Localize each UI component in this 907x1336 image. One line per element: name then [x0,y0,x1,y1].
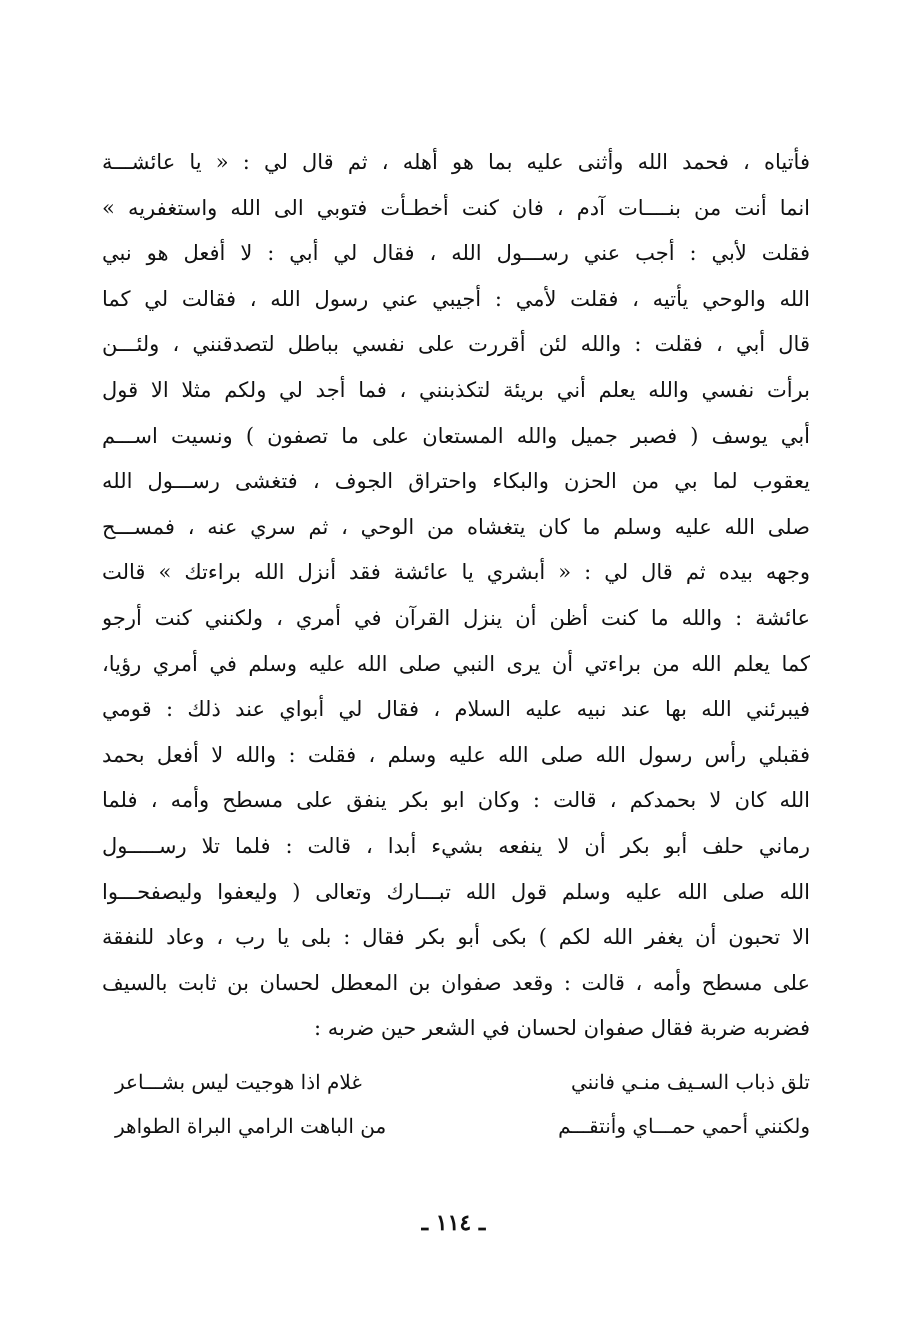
prose-line: برأت نفسي والله يعلم أني بريئة لتكذبنني ، فما أجد لي ولكم مثلا الا قول [102,377,810,402]
prose-line: فيبرئني الله بها عند نبيه عليه السلام ، فقال لي أبواي عند ذلك : قومي [102,697,810,722]
prose-line: الله كان لا بحمدكم ، قالت : وكان ابو بكر ينفق على مسطح وأمه ، فلما [102,788,810,813]
prose-line: فضربه ضربة فقال صفوان لحسان في الشعر حين ضربه : [313,1016,810,1041]
poem-block [115,1060,810,1148]
prose-line: وجهه بيده ثم قال لي : « أبشري يا عائشة فقد أنزل الله براءتك » قالت [102,560,810,585]
prose-line: فقبلي رأس رسول الله صلى الله عليه وسلم ، فقلت : والله لا أفعل بحمد [102,742,810,767]
prose-line: كما يعلم الله من براءتي أن يرى النبي صلى الله عليه وسلم في أمري رؤيا، [102,651,810,676]
prose-line: صلى الله عليه وسلم ما كان يتغشاه من الوحي ، ثم سري عنه ، فمســـح [102,514,810,539]
first-hemistich: تلق ذباب السـيف منـي فانني [571,1070,810,1094]
prose-line: الا تحبون أن يغفر الله لكم ) بكى أبو بكر فقال : بلى يا رب ، وعاد للنفقة [102,925,810,950]
prose-block [102,140,810,1052]
prose-line: أبي يوسف ( فصبر جميل والله المستعان على ما تصفون ) ونسيت اســـم [102,423,810,448]
prose-line: الله صلى الله عليه وسلم قول الله تبـــارك وتعالى ( وليعفوا وليصفحـــوا [102,879,810,904]
prose-line: يعقوب لما بي من الحزن والبكاء واحتراق الجوف ، فتغشى رســـول الله [102,469,810,494]
second-hemistich: غلام اذا هوجيت ليس بشـــاعر [115,1070,362,1094]
second-hemistich: من الباهت الرامي البراة الطواهر [115,1114,387,1138]
prose-line: فأتياه ، فحمد الله وأثنى عليه بما هو أهله ، ثم قال لي : « يا عائشـــة [102,150,810,174]
poem-verse [115,1060,810,1104]
prose-line: فقلت لأبي : أجب عني رســـول الله ، فقال لي أبي : لا أفعل هو نبي [102,241,810,266]
poem-verse [115,1104,810,1148]
prose-line: الله والوحي يأتيه ، فقلت لأمي : أجيبي عني رسول الله ، فقالت لي كما [102,286,810,311]
first-hemistich: ولكنني أحمي حمـــاي وأنتقـــم [558,1114,810,1138]
prose-line: عائشة : والله ما كنت أظن أن ينزل القرآن في أمري ، ولكنني كنت أرجو [102,605,810,630]
prose-line: على مسطح وأمه ، قالت : وقعد صفوان بن المعطل لحسان بن ثابت بالسيف [102,970,810,995]
prose-line: انما أنت من بنــــات آدم ، فان كنت أخطـأت فتوبي الى الله واستغفريه » [102,195,810,220]
prose-line: رماني حلف أبو بكر أن لا ينفعه بشيء أبدا ، قالت : فلما تلا رســـــول [102,833,810,858]
page-number: ـ ١١٤ ـ [421,1210,486,1236]
prose-line: قال أبي ، فقلت : والله لئن أقررت على نفسي بباطل لتصدقنني ، ولئـــن [102,332,810,357]
